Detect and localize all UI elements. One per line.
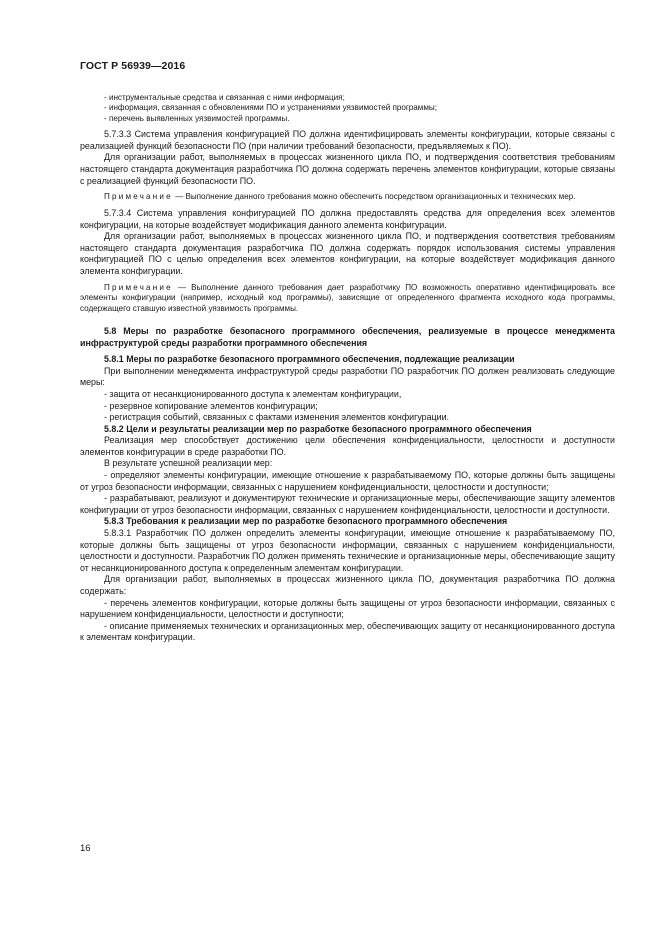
top-list <box>80 93 615 124</box>
list-item: - перечень элементов конфигурации, которые должны быть защищены от угроз безопасности информации, связанных с нарушением конфиденциальности, целостности и доступности; <box>80 597 615 620</box>
list-item: - информация, связанная с обновлениями ПО и устранениями уязвимостей программы; <box>104 103 438 113</box>
note-label: Примечание <box>104 282 173 292</box>
paragraph: Для организации работ, выполняемых в процессах жизненного цикла ПО, документация разработчика ПО должна содержать: <box>80 574 615 596</box>
note-2 <box>80 283 615 315</box>
list-item: - регистрация событий, связанных с фактами изменения элементов конфигурации. <box>104 412 450 423</box>
document-header: ГОСТ Р 56939—2016 <box>80 60 186 72</box>
list-item: - разрабатывают, реализуют и документируют технические и организационные меры, обеспечивающие защиту элементов конфигурации от угроз безопасности информации, связанных с нарушением конфиденциальности, целостности и доступности. <box>80 493 615 515</box>
list-item: - защита от несанкционированного доступа к элементам конфигурации, <box>104 388 402 399</box>
paragraph-5-8-3-1: 5.8.3.1 Разработчик ПО должен определить элементы конфигурации, имеющие отношение к разрабатываемому ПО, которые должны быть защищены от угроз безопасности информации, связанных с нарушением конфиденциальности, целостности и доступности. Разработчик ПО должен применять технические и организационные меры, обеспечивающие защиту от несанкционированного доступа к определенным элементам конфигурации. <box>80 528 615 573</box>
page-number: 16 <box>80 843 91 854</box>
list-item: - определяют элементы конфигурации, имеющие отношение к разрабатываемому ПО, которые должны быть защищены от угроз безопасности информации, связанных с нарушением конфиденциальности, целостности и доступности; <box>80 470 615 492</box>
section-heading-5-8-1: 5.8.1 Меры по разработке безопасного программного обеспечения, подлежащие реализации <box>104 354 515 365</box>
page-content <box>80 93 615 644</box>
list-item: - описание применяемых технических и организационных мер, обеспечивающих защиту от несанкционированного доступа к элементам конфигурации. <box>80 620 615 643</box>
section-heading-5-8-2: 5.8.2 Цели и результаты реализации мер по разработке безопасного программного обеспечения <box>104 423 532 434</box>
paragraph: В результате успешной реализации мер: <box>104 458 273 469</box>
paragraph-5-7-3-3: 5.7.3.3 Система управления конфигурацией ПО должна идентифицировать элементы конфигурации, которые связаны с реализацией функций безопасности ПО (при наличии требований безопасности, предъявляемых к ПО). <box>80 129 615 151</box>
note-1 <box>80 192 615 203</box>
note-text: — Выполнение данного требования дает разработчику ПО возможность оперативно идентифицировать все элементы конфигурации (например, исходный код программы), зависящие от определенного фрагмента исходного кода программы, содержащего ставшую известной уязвимость программы. <box>80 282 615 314</box>
paragraph-5-7-3-4: 5.7.3.4 Система управления конфигурацией ПО должна предоставлять средства для определения всех элементов конфигурации, на которые воздействует модификация данного элемента конфигурации. <box>80 207 615 230</box>
paragraph: Для организации работ, выполняемых в процессах жизненного цикла ПО, и подтверждения соответствия требованиям настоящего стандарта документация разработчика ПО должна содержать порядок использования системы управления конфигурацией ПО с целью определения всех элементов конфигурации, на которые воздействует модификация данного элемента конфигурации. <box>80 231 615 276</box>
section-heading-5-8-3: 5.8.3 Требования к реализации мер по разработке безопасного программного обеспечения <box>104 516 508 527</box>
section-heading-5-8: 5.8 Меры по разработке безопасного программного обеспечения, реализуемые в процессе менеджмента инфраструктурой среды разработки программного обеспечения <box>80 325 615 348</box>
paragraph: При выполнении менеджмента инфраструктурой среды разработки ПО разработчик ПО должен реализовать следующие меры: <box>80 365 615 388</box>
list-item: - перечень выявленных уязвимостей программы. <box>104 113 290 123</box>
list-item: - резервное копирование элементов конфигурации; <box>104 400 318 411</box>
paragraph: Для организации работ, выполняемых в процессах жизненного цикла ПО, и подтверждения соответствия требованиям настоящего стандарта документация разработчика ПО должна содержать перечень элементов конфигурации, которые связаны с реализацией функций безопасности ПО. <box>80 152 615 186</box>
list-item: - инструментальные средства и связанная с ними информация; <box>104 93 345 102</box>
note-text: — Выполнение данного требования можно обеспечить посредством организационных и технических мер. <box>172 192 576 202</box>
note-label: Примечание <box>104 192 173 202</box>
paragraph: Реализация мер способствует достижению цели обеспечения конфиденциальности, целостности и доступности элементов конфигурации в среде разработки ПО. <box>80 435 615 457</box>
